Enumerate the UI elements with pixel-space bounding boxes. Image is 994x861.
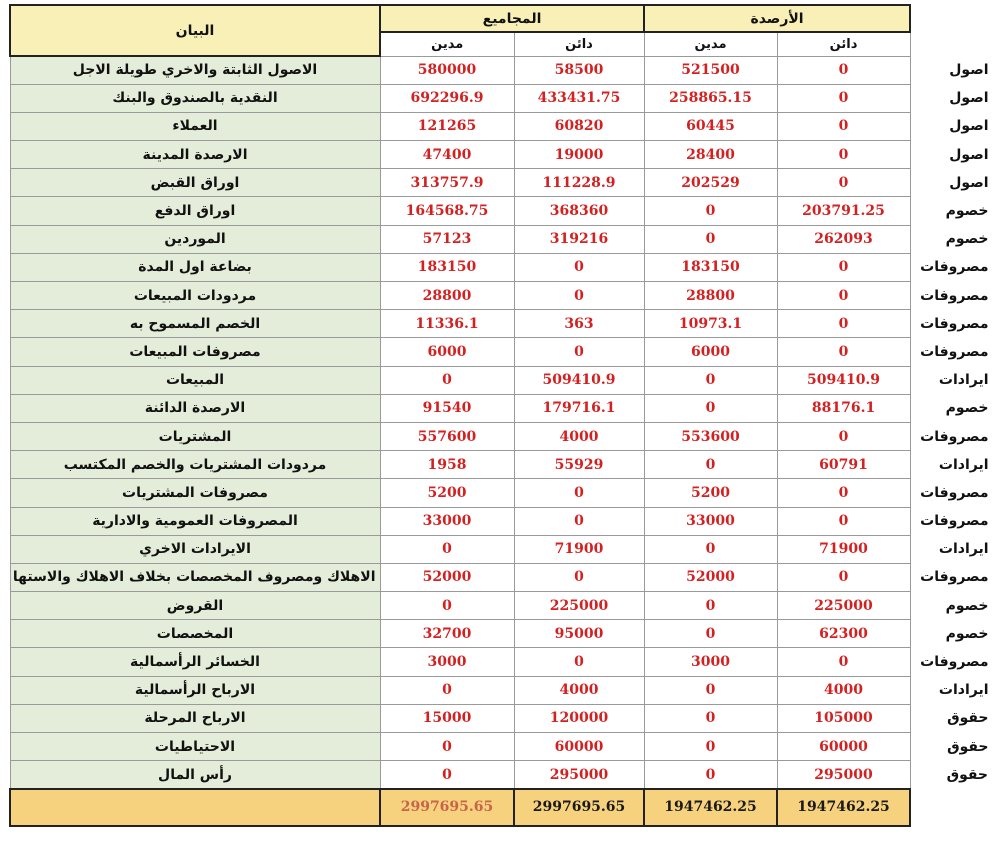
bal-credit-cell: 225000 [777, 592, 910, 620]
tot-credit-cell: 19000 [514, 141, 644, 169]
totals-label-cell [10, 789, 380, 826]
bal-credit-cell: 0 [777, 310, 910, 338]
tot-debit-cell: 692296.9 [380, 84, 514, 112]
tot-credit-cell: 295000 [514, 761, 644, 789]
table-row [10, 704, 993, 732]
bal-credit-cell: 0 [777, 84, 910, 112]
bal-credit-cell: 0 [777, 648, 910, 676]
table-row [10, 56, 993, 84]
bal-debit-cell: 0 [644, 535, 777, 563]
blank-cell [910, 5, 993, 32]
tot-debit-cell: 6000 [380, 338, 514, 366]
bal-debit-cell: 3000 [644, 648, 777, 676]
table-row [10, 253, 993, 281]
table-row [10, 451, 993, 479]
tot-credit-cell: 225000 [514, 592, 644, 620]
tot-debit-cell: 313757.9 [380, 169, 514, 197]
table-row [10, 225, 993, 253]
bal-debit-cell: 0 [644, 451, 777, 479]
bal-credit-cell: 0 [777, 507, 910, 535]
tot-debit-cell: 0 [380, 366, 514, 394]
account-name-cell: مردودات المبيعات [10, 282, 380, 310]
tot-credit-cell: 111228.9 [514, 169, 644, 197]
tot-credit-cell: 0 [514, 253, 644, 281]
table-row [10, 535, 993, 563]
tot-credit-cell: 433431.75 [514, 84, 644, 112]
trial-balance-table [9, 4, 994, 827]
category-cell: خصوم [945, 597, 989, 614]
table-row [10, 592, 993, 620]
tot-credit-cell: 60000 [514, 733, 644, 761]
bal-credit-cell: 0 [777, 112, 910, 140]
tot-debit-cell: 3000 [380, 648, 514, 676]
account-name-cell: الارصدة المدينة [10, 141, 380, 169]
totals-credit-header: دائن [514, 32, 644, 56]
table-row [10, 338, 993, 366]
tot-credit-cell: 509410.9 [514, 366, 644, 394]
bal-debit-cell: 0 [644, 733, 777, 761]
table-row [10, 310, 993, 338]
tot-credit-cell: 4000 [514, 422, 644, 450]
category-cell: حقوق [947, 738, 989, 755]
header-row-groups [10, 5, 993, 32]
category-cell: مصروفات [920, 428, 989, 445]
bal-debit-cell: 0 [644, 620, 777, 648]
tot-debit-cell: 0 [380, 592, 514, 620]
bal-credit-cell: 0 [777, 422, 910, 450]
bal-debit-cell: 0 [644, 676, 777, 704]
tot-credit-cell: 368360 [514, 197, 644, 225]
account-name-cell: الارصدة الدائنة [10, 394, 380, 422]
account-name-cell: الخصم المسموح به [10, 310, 380, 338]
tot-credit-cell: 0 [514, 507, 644, 535]
bal-credit-cell: 60791 [777, 451, 910, 479]
bal-credit-cell: 0 [777, 479, 910, 507]
account-name-cell: مصروفات المبيعات [10, 338, 380, 366]
bal-debit-cell: 60445 [644, 112, 777, 140]
bal-debit-cell: 28800 [644, 282, 777, 310]
table-row [10, 507, 993, 535]
category-cell: اصول [949, 62, 989, 79]
tot-debit-cell: 183150 [380, 253, 514, 281]
table-row [10, 620, 993, 648]
bal-debit-cell: 553600 [644, 422, 777, 450]
table-row [10, 141, 993, 169]
account-name-cell: المصروفات العمومية والادارية [10, 507, 380, 535]
tot-debit-cell: 580000 [380, 56, 514, 84]
category-cell: مصروفات [920, 259, 989, 276]
table-row [10, 648, 993, 676]
bal-debit-cell: 0 [644, 225, 777, 253]
table-row [10, 197, 993, 225]
bal-debit-cell: 0 [644, 761, 777, 789]
bal-debit-cell: 52000 [644, 563, 777, 591]
totals-debit-header: مدين [380, 32, 514, 56]
bal-debit-cell: 183150 [644, 253, 777, 281]
tot-debit-cell: 164568.75 [380, 197, 514, 225]
account-name-cell: الاصول الثابتة والاخري طويلة الاجل [10, 56, 380, 84]
blank-cell [910, 789, 993, 826]
bal-debit-cell: 258865.15 [644, 84, 777, 112]
bal-credit-cell: 509410.9 [777, 366, 910, 394]
account-name-cell: اوراق الدفع [10, 197, 380, 225]
account-name-cell: الارباح المرحلة [10, 704, 380, 732]
table-row [10, 422, 993, 450]
tot-debit-cell: 0 [380, 761, 514, 789]
tot-debit-cell: 1958 [380, 451, 514, 479]
category-cell: اصول [949, 174, 989, 191]
table-row [10, 169, 993, 197]
account-name-cell: الموردين [10, 225, 380, 253]
tot-credit-cell: 0 [514, 563, 644, 591]
tot-debit-cell: 121265 [380, 112, 514, 140]
table-row [10, 479, 993, 507]
account-name-cell: اوراق القبض [10, 169, 380, 197]
category-cell: اصول [949, 118, 989, 135]
category-cell: اصول [949, 90, 989, 107]
category-cell: خصوم [945, 625, 989, 642]
bal-credit-cell: 0 [777, 169, 910, 197]
account-name-cell: الارباح الرأسمالية [10, 676, 380, 704]
category-cell: مصروفات [920, 513, 989, 530]
bal-debit-cell: 0 [644, 197, 777, 225]
balances-debit-header: مدين [644, 32, 777, 56]
tot-debit-cell: 33000 [380, 507, 514, 535]
category-cell: مصروفات [920, 315, 989, 332]
bal-debit-cell: 0 [644, 592, 777, 620]
tot-credit-cell: 55929 [514, 451, 644, 479]
table-row [10, 394, 993, 422]
account-name-cell: العملاء [10, 112, 380, 140]
bal-credit-cell: 262093 [777, 225, 910, 253]
category-cell: خصوم [945, 400, 989, 417]
account-name-cell: مصروفات المشتريات [10, 479, 380, 507]
tot-credit-cell: 60820 [514, 112, 644, 140]
tot-credit-cell: 58500 [514, 56, 644, 84]
account-name-cell: المشتريات [10, 422, 380, 450]
account-name-cell: الاهلاك ومصروف المخصصات بخلاف الاهلاك والاستها [10, 563, 380, 591]
tot-debit-cell: 0 [380, 733, 514, 761]
category-cell: مصروفات [920, 484, 989, 501]
tot-credit-cell: 71900 [514, 535, 644, 563]
account-name-cell: بضاعة اول المدة [10, 253, 380, 281]
table-row [10, 366, 993, 394]
bal-credit-cell: 295000 [777, 761, 910, 789]
bal-debit-cell: 33000 [644, 507, 777, 535]
total-bal-debit-cell: 1947462.25 [644, 789, 777, 826]
bal-credit-cell: 71900 [777, 535, 910, 563]
total-tot-credit-cell: 2997695.65 [514, 789, 644, 826]
tot-credit-cell: 363 [514, 310, 644, 338]
tot-debit-cell: 91540 [380, 394, 514, 422]
table-row [10, 112, 993, 140]
total-tot-debit-cell: 2997695.65 [380, 789, 514, 826]
tot-debit-cell: 0 [380, 535, 514, 563]
balances-credit-header: دائن [777, 32, 910, 56]
bal-credit-cell: 105000 [777, 704, 910, 732]
bal-debit-cell: 521500 [644, 56, 777, 84]
category-cell: مصروفات [920, 287, 989, 304]
tot-credit-cell: 179716.1 [514, 394, 644, 422]
bal-credit-cell: 0 [777, 253, 910, 281]
category-cell: ايرادات [938, 456, 989, 473]
category-cell: ايرادات [938, 372, 989, 389]
tot-debit-cell: 15000 [380, 704, 514, 732]
category-cell: خصوم [945, 203, 989, 220]
bal-debit-cell: 6000 [644, 338, 777, 366]
bal-debit-cell: 28400 [644, 141, 777, 169]
account-name-cell: رأس المال [10, 761, 380, 789]
bal-debit-cell: 10973.1 [644, 310, 777, 338]
account-name-cell: الاحتياطيات [10, 733, 380, 761]
bal-debit-cell: 0 [644, 394, 777, 422]
tot-debit-cell: 32700 [380, 620, 514, 648]
tot-credit-cell: 4000 [514, 676, 644, 704]
account-name-cell: الخسائر الرأسمالية [10, 648, 380, 676]
tot-debit-cell: 47400 [380, 141, 514, 169]
table-row [10, 282, 993, 310]
account-name-cell: مردودات المشتريات والخصم المكتسب [10, 451, 380, 479]
bal-credit-cell: 62300 [777, 620, 910, 648]
category-cell: خصوم [945, 231, 989, 248]
total-bal-credit-cell: 1947462.25 [777, 789, 910, 826]
bal-debit-cell: 202529 [644, 169, 777, 197]
tot-debit-cell: 11336.1 [380, 310, 514, 338]
table-row [10, 733, 993, 761]
category-cell: اصول [949, 146, 989, 163]
category-cell: ايرادات [938, 541, 989, 558]
tot-credit-cell: 0 [514, 479, 644, 507]
bal-credit-cell: 0 [777, 56, 910, 84]
tot-credit-cell: 95000 [514, 620, 644, 648]
tot-debit-cell: 52000 [380, 563, 514, 591]
account-name-cell: النقدية بالصندوق والبنك [10, 84, 380, 112]
tot-debit-cell: 5200 [380, 479, 514, 507]
category-cell: مصروفات [920, 569, 989, 586]
bal-credit-cell: 0 [777, 563, 910, 591]
tot-credit-cell: 0 [514, 648, 644, 676]
bal-credit-cell: 4000 [777, 676, 910, 704]
tot-debit-cell: 57123 [380, 225, 514, 253]
blank-cell [910, 32, 993, 56]
bal-credit-cell: 0 [777, 282, 910, 310]
table-row [10, 761, 993, 789]
table-row [10, 84, 993, 112]
bal-debit-cell: 0 [644, 704, 777, 732]
category-cell: مصروفات [920, 343, 989, 360]
balances-group-header: الأرصدة [644, 5, 910, 32]
bal-credit-cell: 203791.25 [777, 197, 910, 225]
account-name-cell: المبيعات [10, 366, 380, 394]
tot-credit-cell: 120000 [514, 704, 644, 732]
bal-credit-cell: 0 [777, 141, 910, 169]
totals-group-header: المجاميع [380, 5, 644, 32]
bal-credit-cell: 60000 [777, 733, 910, 761]
account-name-cell: القروض [10, 592, 380, 620]
tot-credit-cell: 0 [514, 338, 644, 366]
totals-row [10, 789, 993, 826]
category-cell: حقوق [946, 766, 989, 783]
bal-debit-cell: 5200 [644, 479, 777, 507]
category-cell: حقوق [947, 710, 989, 727]
tot-debit-cell: 28800 [380, 282, 514, 310]
tot-credit-cell: 319216 [514, 225, 644, 253]
bal-debit-cell: 0 [644, 366, 777, 394]
account-name-cell: الايرادات الاخري [10, 535, 380, 563]
bal-credit-cell: 0 [777, 338, 910, 366]
table-row [10, 563, 993, 591]
tot-debit-cell: 557600 [380, 422, 514, 450]
category-cell: ايرادات [938, 682, 989, 699]
bal-credit-cell: 88176.1 [777, 394, 910, 422]
desc-header: البيان [10, 5, 380, 56]
account-name-cell: المخصصات [10, 620, 380, 648]
category-cell: مصروفات [920, 654, 989, 671]
table-row [10, 676, 993, 704]
tot-credit-cell: 0 [514, 282, 644, 310]
tot-debit-cell: 0 [380, 676, 514, 704]
